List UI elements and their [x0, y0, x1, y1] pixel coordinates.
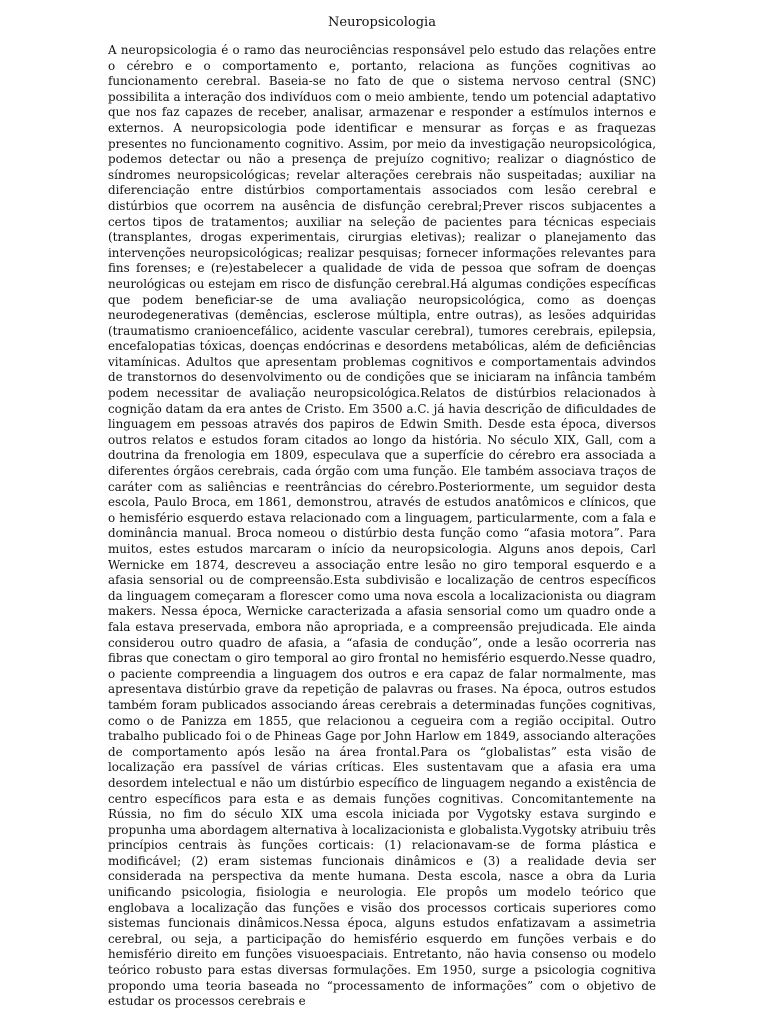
- document-page: [108, 14, 656, 1010]
- document-title: Neuropsicologia: [328, 15, 436, 30]
- body-paragraph: A neuropsicologia é o ramo das neurociências responsável pelo estudo das relações entre o cérebro e o comportamento e, portanto, relaciona as funções cognitivas ao funcionamento cerebral. Baseia-se no fato de que o sistema nervoso central (SNC) possibilita a interação dos indivíduos com o meio ambiente, tendo um potencial adaptativo que nos faz capazes de receber, analisar, armazenar e responder a estímulos internos e externos. A neuropsicologia pode identificar e mensurar as forças e as fraquezas presentes no funcionamento cognitivo. Assim, por meio da investigação neuropsicológica, podemos detectar ou não a presença de prejuízo cognitivo; realizar o diagnóstico de síndromes neuropsicológicas; revelar alterações cerebrais não suspeitadas; auxiliar na diferenciação entre distúrbios comportamentais associados com lesão cerebral e distúrbios que ocorrem na ausência de disfunção cerebral;Prever riscos subjacentes a certos tipos de tratamentos; auxiliar na seleção de pacientes para técnicas especiais (transplantes, drogas experimentais, cirurgias eletivas); realizar o planejamento das intervenções neuropsicológicas; realizar pesquisas; fornecer informações relevantes para fins forenses; e (re)estabelecer a qualidade de vida de pessoa que sofram de doenças neurológicas ou estejam em risco de disfunção cerebral.Há algumas condições específicas que podem beneficiar-se de uma avaliação neuropsicológica, como as doenças neurodegenerativas (demências, esclerose múltipla, entre outras), as lesões adquiridas (traumatismo cranioencefálico, acidente vascular cerebral), tumores cerebrais, epilepsia, encefalopatias tóxicas, doenças endócrinas e desordens metabólicas, além de deficiências vitamínicas. Adultos que apresentam problemas cognitivos e comportamentais advindos de transtornos do desenvolvimento ou de condições que se iniciaram na infância também podem necessitar de avaliação neuropsicológica.Relatos de distúrbios relacionados à cognição datam da era antes de Cristo. Em 3500 a.C. já havia descrição de dificuldades de linguagem em pessoas através dos papiros de Edwin Smith. Desde esta época, diversos outros relatos e estudos foram citados ao longo da história. No século XIX, Gall, com a doutrina da frenologia em 1809, especulava que a superfície do cérebro era associada a diferentes órgãos cerebrais, cada órgão com uma função. Ele também associava traços de caráter com as saliências e reentrâncias do cérebro.Posteriormente, um seguidor desta escola, Paulo Broca, em 1861, demonstrou, através de estudos anatômicos e clínicos, que o hemisfério esquerdo estava relacionado com a linguagem, particularmente, com a fala e dominância manual. Broca nomeou o distúrbio desta função como “afasia motora”. Para muitos, estes estudos marcaram o início da neuropsicologia. Alguns anos depois, Carl Wernicke em 1874, descreveu a associação entre lesão no giro temporal esquerdo e a afasia sensorial ou de compreensão.Esta subdivisão e localização de centros específicos da linguagem começaram a florescer como uma nova escola a localizacionista ou diagram makers. Nessa época, Wernicke caracterizada a afasia sensorial como um quadro onde a fala estava preservada, embora não apropriada, e a compreensão prejudicada. Ele ainda considerou outro quadro de afasia, a “afasia de condução”, onde a lesão ocorreria nas fibras que conectam o giro temporal ao giro frontal no hemisfério esquerdo.Nesse quadro, o paciente compreendia a linguagem dos outros e era capaz de falar normalmente, mas apresentava distúrbio grave da repetição de palavras ou frases. Na época, outros estudos também foram publicados associando áreas cerebrais a determinadas funções cognitivas, como o de Panizza em 1855, que relacionou a cegueira com a região occipital. Outro trabalho publicado foi o de Phineas Gage por John Harlow em 1849, associando alterações de comportamento após lesão na área frontal.Para os “globalistas” esta visão de localização era passível de várias críticas. Eles sustentavam que a afasia era uma desordem intelectual e não um distúrbio específico de linguagem negando a existência de centro específicos para esta e as demais funções cognitivas. Concomitantemente na Rússia, no fim do século XIX uma escola iniciada por Vygotsky estava surgindo e propunha uma abordagem alternativa à localizacionista e globalista.Vygotsky atribuiu três princípios centrais às funções corticais: (1) relacionavam-se de forma plástica e modificável; (2) eram sistemas funcionais dinâmicos e (3) a realidade devia ser considerada na perspectiva da mente humana. Desta escola, nasce a obra da Luria unificando psicologia, fisiologia e neurologia. Ele propôs um modelo teórico que englobava a localização das funções e visão dos processos corticais superiores como sistemas funcionais dinâmicos.Nessa época, alguns estudos enfatizavam a assimetria cerebral, ou seja, a participação do hemisfério esquerdo em funções verbais e do hemisfério direito em funções visuoespaciais. Entretanto, não havia consenso ou modelo teórico robusto para estas diversas formulações. Em 1950, surge a psicologia cognitiva propondo uma teoria baseada no “processamento de informações” com o objetivo de estudar os processos cerebrais e: [108, 43, 656, 1009]
